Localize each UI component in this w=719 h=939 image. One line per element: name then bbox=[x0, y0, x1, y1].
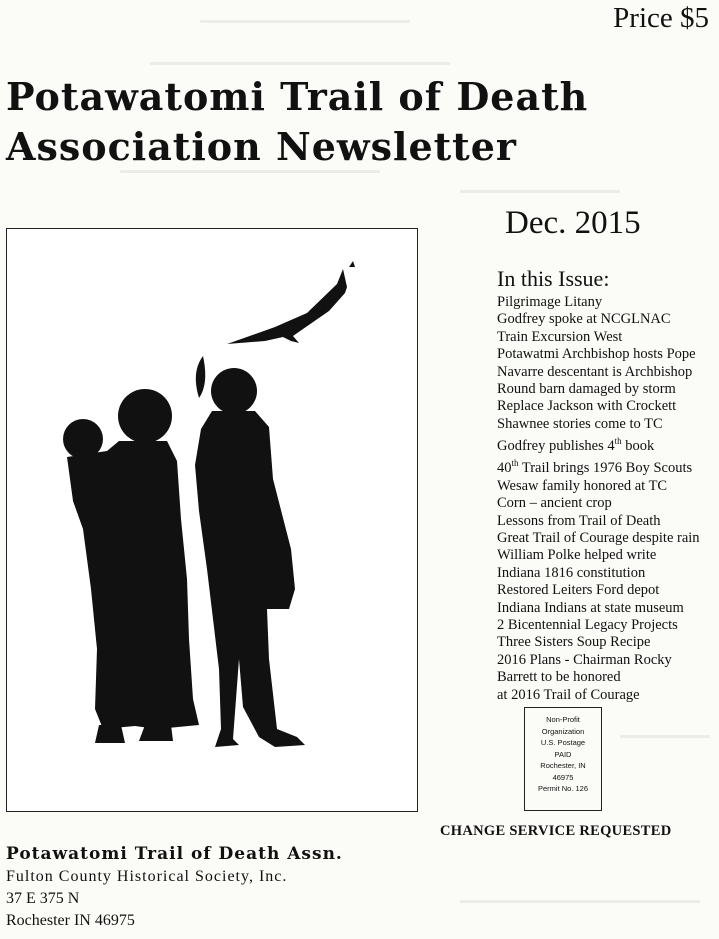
toc-item-continued: Indiana 1816 constitution bbox=[497, 564, 646, 581]
toc-item: Replace Jackson with Crockett bbox=[497, 398, 677, 415]
toc-item: Great Trail of Courage despite rain bbox=[497, 529, 700, 546]
toc-item: Restored Leiters Ford depot bbox=[497, 582, 660, 599]
cover-illustration bbox=[6, 228, 418, 812]
toc-item: Potawatmi Archbishop hosts Pope bbox=[497, 346, 696, 363]
organization-name: Potawatomi Trail of Death Assn. bbox=[6, 844, 343, 864]
address-line: 37 E 375 N bbox=[6, 890, 80, 907]
toc-item: Wesaw family honored at TC bbox=[497, 477, 668, 494]
toc-item: Train Excursion West bbox=[497, 328, 623, 345]
toc-item: Corn – ancient crop bbox=[497, 495, 612, 512]
postage-line: 46975 bbox=[552, 772, 574, 782]
address-line: Fulton County Historical Society, Inc. bbox=[6, 868, 288, 885]
toc-item: Navarre descentant is Archbishop bbox=[497, 363, 693, 380]
postage-line: Permit No. 126 bbox=[537, 784, 589, 793]
toc-item: William Polke helped write bbox=[497, 547, 657, 564]
toc-item: 2 Bicentennial Legacy Projects bbox=[497, 616, 678, 633]
toc-item: 40th Trail brings 1976 Boy Scouts bbox=[497, 458, 693, 477]
man-silhouette bbox=[195, 356, 305, 747]
toc-item: Shawnee stories come to TC bbox=[497, 415, 663, 432]
toc-list bbox=[497, 294, 717, 704]
silhouette-figures-image bbox=[7, 229, 417, 811]
postage-indicia bbox=[524, 707, 602, 811]
postage-line: U.S. Postage bbox=[540, 738, 586, 747]
toc-item: 2016 Plans - Chairman Rocky bbox=[497, 651, 672, 668]
title-line-1: Potawatomi Trail of Death bbox=[6, 74, 589, 119]
eagle-silhouette bbox=[227, 261, 355, 344]
table-of-contents bbox=[497, 266, 717, 704]
toc-item: Three Sisters Soup Recipe bbox=[497, 634, 651, 651]
toc-item: Lessons from Trail of Death bbox=[497, 512, 661, 529]
issue-date: Dec. 2015 bbox=[505, 205, 641, 241]
title-line-2: Association Newsletter bbox=[6, 124, 517, 169]
postage-line: Organization bbox=[541, 726, 585, 736]
toc-item: Round barn damaged by storm bbox=[497, 381, 676, 398]
woman-silhouette bbox=[63, 389, 199, 743]
newsletter-title bbox=[6, 72, 588, 172]
toc-item: Godfrey spoke at NCGLNAC bbox=[497, 311, 671, 328]
toc-item: Pilgrimage Litany bbox=[497, 294, 603, 310]
toc-item-continued: at 2016 Trail of Courage bbox=[497, 686, 640, 703]
postage-line: PAID bbox=[554, 749, 572, 759]
address-line: Rochester IN 46975 bbox=[6, 912, 135, 929]
change-service-notice: CHANGE SERVICE REQUESTED bbox=[440, 823, 672, 839]
price-label: Price $5 bbox=[613, 2, 709, 34]
toc-heading: In this Issue: bbox=[497, 266, 610, 291]
postage-line: Rochester, IN bbox=[540, 761, 586, 770]
postage-line: Non-Profit bbox=[546, 715, 580, 724]
toc-item-continued: Barrett to be honored bbox=[497, 669, 621, 686]
toc-item: Godfrey publishes 4th book bbox=[497, 436, 655, 455]
return-address bbox=[6, 842, 343, 932]
toc-item: Indiana Indians at state museum bbox=[497, 599, 684, 616]
